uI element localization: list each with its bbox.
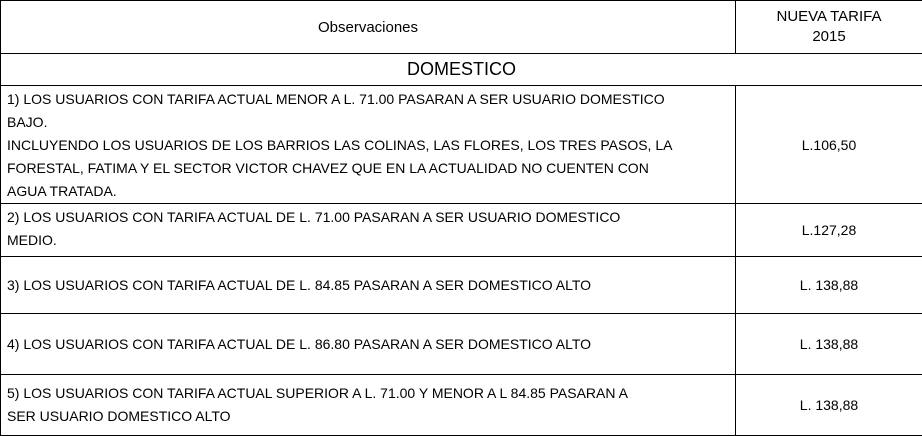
tariff-header-line1: NUEVA TARIFA — [736, 7, 922, 27]
tariff-cell: L.106,50 — [736, 86, 922, 204]
tariff-cell: L. 138,88 — [736, 314, 922, 375]
observation-cell: 2) LOS USUARIOS CON TARIFA ACTUAL DE L. 71.00 PASARAN A SER USUARIO DOMESTICO MEDIO. — [1, 204, 736, 257]
section-title: DOMESTICO — [1, 54, 922, 86]
observation-cell: 1) LOS USUARIOS CON TARIFA ACTUAL MENOR A L. 71.00 PASARAN A SER USUARIO DOMESTICO BAJO. INCLUYENDO LOS USUARIOS DE LOS BARRIOS LAS COLINAS, LAS FLORES, LOS TRES PASOS, LA FORESTAL, FATIMA Y EL SECTOR VICTOR CHAVEZ QUE EN LA ACTUALIDAD NO CUENTEN CON AGUA TRATADA. — [1, 86, 736, 204]
observation-cell: 5) LOS USUARIOS CON TARIFA ACTUAL SUPERIOR A L. 71.00 Y MENOR A L 84.85 PASARAN A SER USUARIO DOMESTICO ALTO — [1, 375, 736, 436]
tariff-header-line2: 2015 — [736, 27, 922, 47]
tariff-header — [736, 1, 922, 54]
observation-cell: 4) LOS USUARIOS CON TARIFA ACTUAL DE L. 86.80 PASARAN A SER DOMESTICO ALTO — [1, 314, 736, 375]
observation-cell: 3) LOS USUARIOS CON TARIFA ACTUAL DE L. 84.85 PASARAN A SER DOMESTICO ALTO — [1, 257, 736, 314]
section-row — [1, 54, 922, 86]
tariff-cell: L. 138,88 — [736, 257, 922, 314]
table-row — [1, 86, 922, 204]
table-row — [1, 375, 922, 436]
tariff-cell: L.127,28 — [736, 204, 922, 257]
table-row — [1, 314, 922, 375]
tariff-cell: L. 138,88 — [736, 375, 922, 436]
observations-header: Observaciones — [1, 1, 736, 54]
table-row — [1, 204, 922, 257]
table-header-row — [1, 1, 922, 54]
table-row — [1, 257, 922, 314]
